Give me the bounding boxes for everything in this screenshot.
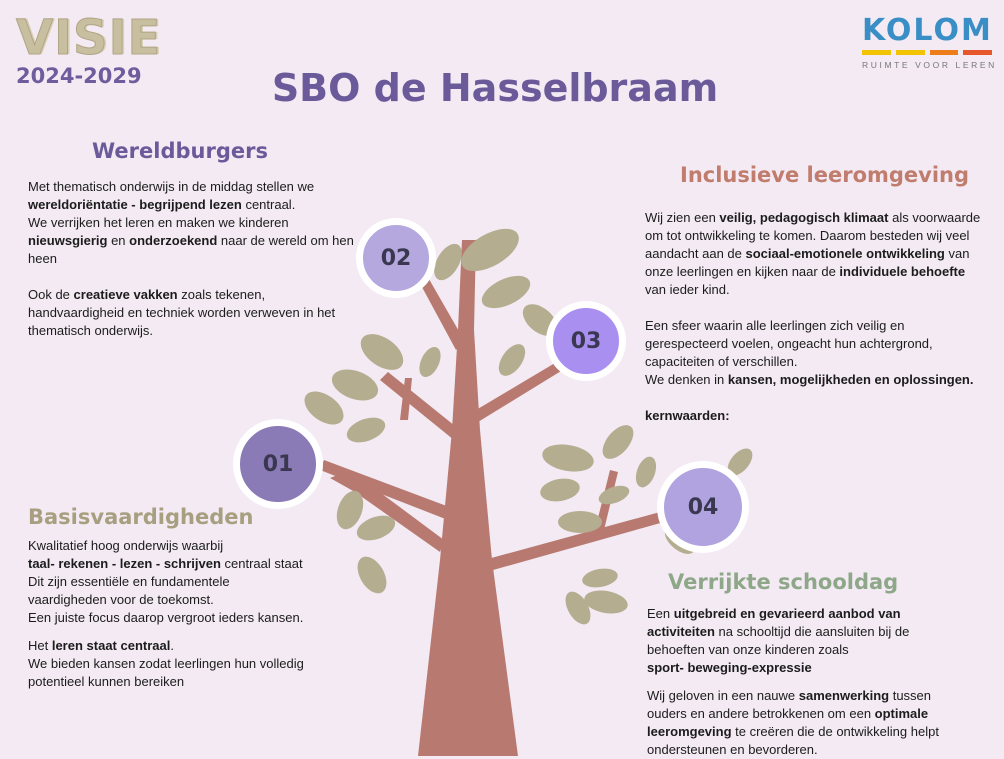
text-line: Het leren staat centraal.: [28, 638, 174, 653]
kolom-logo: [862, 13, 997, 70]
leaf: [558, 511, 602, 533]
heading-inclusieve: Inclusieve leeromgeving: [680, 163, 970, 187]
spacer: [28, 268, 368, 286]
visie-title: VISIE: [16, 10, 162, 66]
text-line: Wij geloven in een nauwe samenwerking tussen: [647, 688, 932, 703]
text-line: handvaardigheid en techniek worden verweven in het: [28, 305, 336, 320]
spacer: [645, 299, 995, 317]
text-line: Wij zien een veilig, pedagogisch klimaat als voorwaarde: [645, 210, 981, 225]
text-line: Met thematisch onderwijs in de middag stellen we: [28, 179, 315, 194]
leaf: [632, 454, 660, 490]
text-line: Een uitgebreid en gevarieerd aanbod van: [647, 606, 901, 621]
leaf: [415, 344, 445, 381]
text-line: aandacht aan de sociaal-emotionele ontwikkeling van: [645, 246, 970, 261]
text-line: Kwalitatief hoog onderwijs waarbij: [28, 538, 224, 553]
text-line: gerespecteerd voelen, ongeacht hun achtergrond,: [645, 336, 933, 351]
leaf: [328, 364, 383, 407]
logo-bars: [862, 50, 992, 55]
text-line: leeromgeving te creëren die de ontwikkeling helpt: [647, 724, 939, 739]
heading-wereldburgers: Wereldburgers: [92, 139, 268, 163]
text-line: We verrijken het leren en maken we kinderen: [28, 215, 289, 230]
circle-03: 03: [546, 301, 626, 381]
text-inclusieve: [645, 209, 995, 425]
text-line: taal- rekenen - lezen - schrijven centraal staat: [28, 556, 303, 571]
logo-tagline: RUIMTE VOOR LEREN: [862, 60, 997, 70]
text-line: om tot ontwikkeling te komen. Daarom besteden wij veel: [645, 228, 970, 243]
text-line: nieuwsgierig en onderzoekend naar de wereld om hen: [28, 233, 354, 248]
leaf: [581, 566, 620, 590]
logo-bar: [896, 50, 925, 55]
page-title: SBO de Hasselbraam: [271, 66, 719, 110]
branch-right-upper: [476, 360, 566, 422]
leaf: [538, 476, 581, 505]
branch-left-mid: [380, 372, 460, 440]
text-line: activiteiten na schooltijd die aansluiten bij de: [647, 624, 910, 639]
text-line: potentieel kunnen bereiken: [28, 674, 185, 689]
text-line: heen: [28, 251, 57, 266]
text-line: kernwaarden:: [645, 408, 730, 423]
text-line: capaciteiten of verschillen.: [645, 354, 798, 369]
logo-bar: [862, 50, 891, 55]
text-line: wereldoriëntatie - begrijpend lezen centraal.: [28, 197, 296, 212]
leaf: [493, 340, 530, 381]
text-line: vaardigheden voor de toekomst.: [28, 592, 214, 607]
heading-verrijkte: Verrijkte schooldag: [668, 570, 899, 594]
leaf: [540, 441, 596, 476]
logo-word: KOLOM: [862, 13, 993, 48]
text-line: Een sfeer waarin alle leerlingen zich veilig en: [645, 318, 905, 333]
text-basis: [28, 537, 358, 691]
text-line: thematisch onderwijs.: [28, 323, 153, 338]
text-line: We bieden kansen zodat leerlingen hun volledig: [28, 656, 304, 671]
text-verrijkte: [647, 605, 997, 759]
text-line: ondersteunen en bevorderen.: [647, 742, 818, 757]
text-line: Dit zijn essentiële en fundamentele: [28, 574, 230, 589]
text-line: van ieder kind.: [645, 282, 730, 297]
trunk: [418, 240, 518, 756]
spacer: [28, 627, 358, 637]
text-line: onze leerlingen en kijken naar de individuele behoefte: [645, 264, 966, 279]
leaf: [597, 420, 640, 465]
circle-02: 02: [356, 218, 436, 298]
logo-bar: [930, 50, 959, 55]
text-line: Een juiste focus daarop vergroot ieders kansen.: [28, 610, 304, 625]
circle-04: 04: [657, 461, 749, 553]
leaf: [343, 413, 388, 447]
visie-years: 2024-2029: [16, 64, 142, 88]
text-wereldburgers: [28, 178, 368, 340]
spacer: [645, 389, 995, 407]
heading-basis: Basisvaardigheden: [28, 505, 254, 529]
spacer: [647, 677, 997, 687]
text-line: ouders en andere betrokkenen om een optimale: [647, 706, 929, 721]
logo-bar: [963, 50, 992, 55]
text-line: We denken in kansen, mogelijkheden en oplossingen.: [645, 372, 974, 387]
text-line: sport- beweging-expressie: [647, 660, 812, 675]
text-line: behoeften van onze kinderen zoals: [647, 642, 849, 657]
text-line: Ook de creatieve vakken zoals tekenen,: [28, 287, 266, 302]
circle-01: 01: [233, 419, 323, 509]
